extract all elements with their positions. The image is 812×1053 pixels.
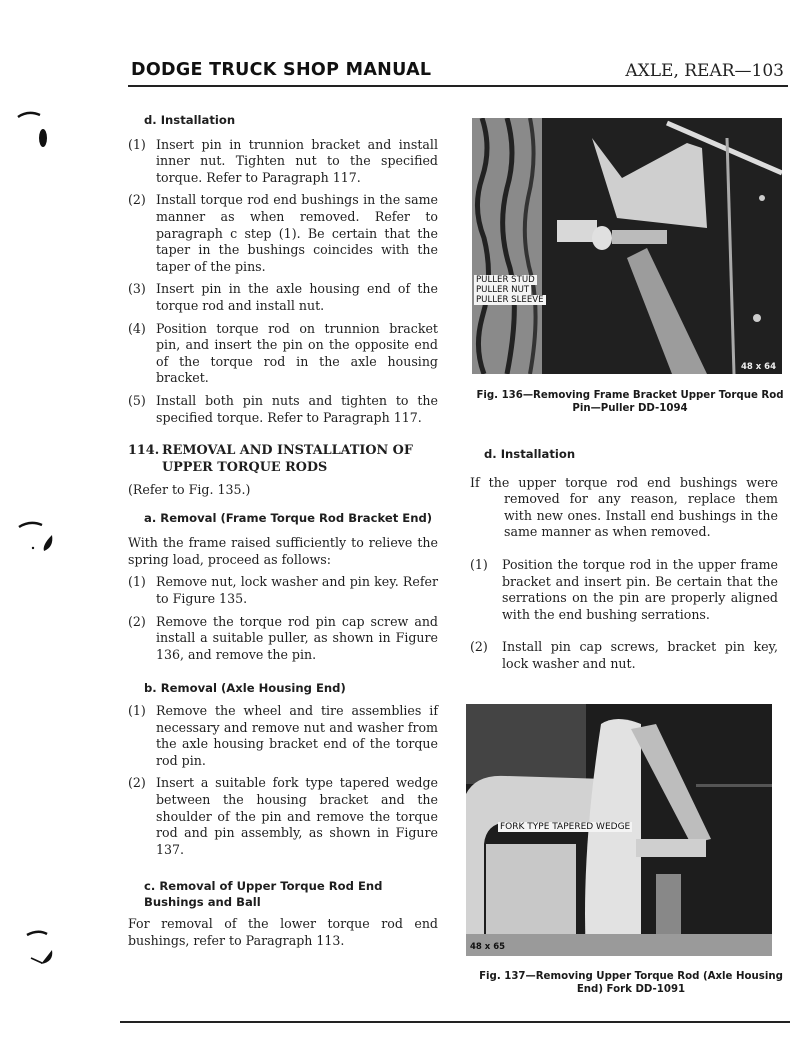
removal-c-heading: c. Removal of Upper Torque Rod End Bushings and Ball bbox=[144, 879, 383, 910]
install-step: (5) Install both pin nuts and tighten to the specified torque. Refer to Paragraph 117. bbox=[128, 392, 438, 425]
footer-rule bbox=[120, 1021, 790, 1023]
install-step: (1) Insert pin in trunnion bracket and install inner nut. Tighten nut to the specified torque. Refer to Paragraph 117. bbox=[128, 136, 438, 185]
paragraph-title: REMOVAL AND INSTALLATION OF UPPER TORQUE RODS bbox=[162, 443, 413, 476]
figure-reference: (Refer to Fig. 135.) bbox=[128, 482, 251, 498]
installation-heading: d. Installation bbox=[144, 113, 236, 127]
label-fork-type-tapered-wedge: FORK TYPE TAPERED WEDGE bbox=[500, 822, 631, 832]
binder-hole-mark-middle bbox=[14, 515, 54, 565]
label-puller-stud: PULLER STUD bbox=[476, 275, 535, 285]
installation-heading: d. Installation bbox=[484, 447, 576, 461]
install-step: (2) Install pin cap screws, bracket pin key, lock washer and nut. bbox=[470, 639, 778, 671]
paragraph-number: 114. bbox=[128, 443, 160, 459]
section-page-label: AXLE, REAR—103 bbox=[625, 61, 784, 81]
header-rule bbox=[128, 85, 788, 87]
figure-size-tag: 48 x 64 bbox=[740, 362, 776, 372]
figure-137-photo bbox=[466, 704, 772, 956]
binder-hole-mark-bottom bbox=[20, 925, 60, 975]
label-puller-sleeve: PULLER SLEEVE bbox=[476, 295, 544, 305]
figure-136-caption: Fig. 136—Removing Frame Bracket Upper Torque Rod Pin—Puller DD-1094 bbox=[476, 390, 784, 414]
removal-a-step: (2) Remove the torque rod pin cap screw and install a suitable puller, as shown in Figure 136, and remove the pin. bbox=[128, 613, 438, 662]
removal-a-heading: a. Removal (Frame Torque Rod Bracket End) bbox=[144, 510, 433, 525]
figure-137-caption: Fig. 137—Removing Upper Torque Rod (Axle Housing End) Fork DD-1091 bbox=[479, 971, 783, 995]
figure-size-tag: 48 x 65 bbox=[470, 942, 506, 952]
install-step: (4) Position torque rod on trunnion bracket pin, and insert the pin on the opposite end of the torque rod in the axle housing bracket. bbox=[128, 320, 438, 386]
removal-b-step: (1) Remove the wheel and tire assemblies if necessary and remove nut and washer from the axle housing bracket end of the torque rod pin. bbox=[128, 703, 438, 768]
install-step: (3) Insert pin in the axle housing end of the torque rod and install nut. bbox=[128, 281, 438, 313]
manual-title: DODGE TRUCK SHOP MANUAL bbox=[131, 60, 432, 80]
left-column bbox=[128, 112, 438, 950]
binder-hole-mark-top bbox=[14, 100, 54, 160]
removal-a-step: (1) Remove nut, lock washer and pin key. Refer to Figure 135. bbox=[128, 574, 438, 607]
installation-intro: If the upper torque rod end bushings were removed for any reason, replace them with new ones. Install end bushings in the same manner as when removed. bbox=[470, 474, 778, 540]
label-puller-nut: PULLER NUT bbox=[476, 285, 530, 295]
figure-136-photo bbox=[472, 118, 782, 374]
truck-frame-photo bbox=[472, 118, 782, 374]
paragraph-heading bbox=[128, 442, 438, 476]
removal-a-intro: With the frame raised sufficiently to relieve the spring load, proceed as follows: bbox=[128, 535, 438, 567]
right-column bbox=[470, 446, 778, 673]
install-step: (1) Position the torque rod in the upper frame bracket and insert pin. Be certain that the serrations on the pin are properly aligned with the end bushing serrations. bbox=[470, 556, 778, 622]
install-step: (2) Install torque rod end bushings in the same manner as when removed. Refer to paragraph c step (1). Be certain that the taper in the bushings coincides with the taper of the pins. bbox=[128, 192, 438, 274]
removal-b-heading: b. Removal (Axle Housing End) bbox=[144, 681, 346, 696]
removal-c-text: For removal of the lower torque rod end bushings, refer to Paragraph 113. bbox=[128, 916, 438, 948]
removal-b-step: (2) Insert a suitable fork type tapered wedge between the housing bracket and the shoulder of the pin and remove the torque rod and pin assembly, as shown in Figure 137. bbox=[128, 775, 438, 857]
